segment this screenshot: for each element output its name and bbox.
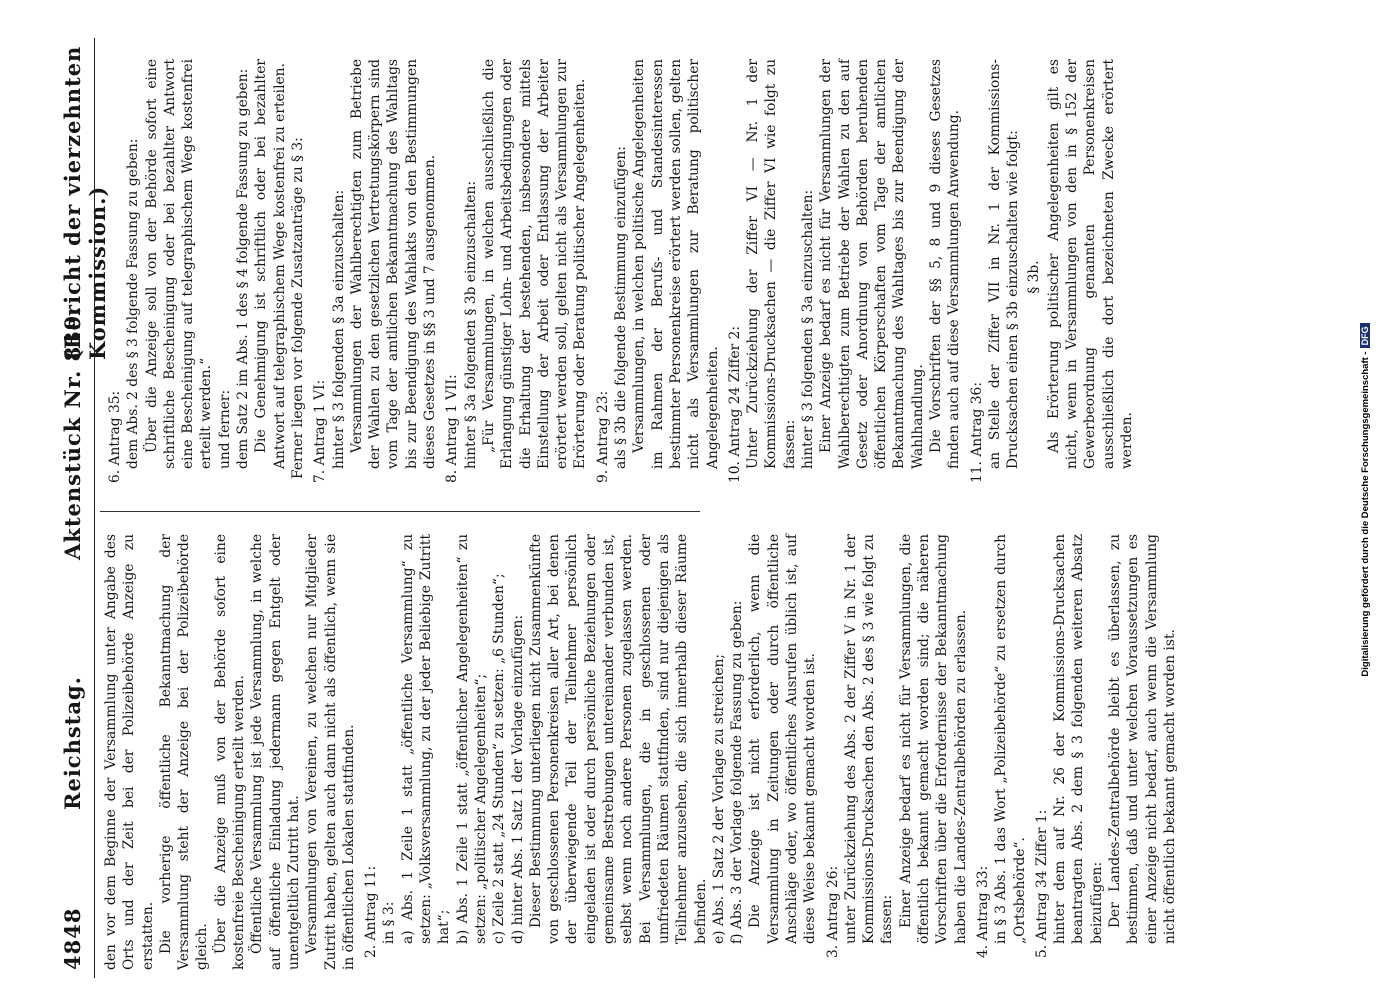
footer-text: Digitalisierung gefördert durch die Deutsche Forschungsgemeinschaft - [1360,351,1371,677]
right-column-paragraph: hinter § 3 folgenden § 3a einzuschalten: [799,189,816,469]
right-column-paragraph: an Stelle der Ziffer VII in Nr. 1 der Kommissions-Drucksachen einen § 3b einzuschalten wie folgt: [986,59,1022,469]
right-column-paragraph: § 3b. [1025,260,1042,294]
left-column-paragraph: in § 3: [381,901,398,944]
left-column-paragraph: Über die Anzeige muß von der Behörde sofort eine kostenfreie Bescheinigung erteilt werden. [212,534,248,970]
left-column-paragraph: Öffentliche Versammlung ist jede Versammlung, in welche auf öffentliche Einladung jedermann gegen Entgelt oder unentgeltlich Zutritt hat. [249,534,302,970]
left-column-paragraph: Der Landes-Zentralbehörde bleibt es überlassen, zu bestimmen, daß und unter welchen Voraussetzungen es einer Anzeige nicht bedarf, auch wenn die Versammlung nicht öffentlich bekannt gemacht worden ist. [1107,534,1178,944]
page-header [56,40,110,980]
column-divider [100,511,700,512]
left-column-paragraph: Versammlungen von Vereinen, zu welchen nur Mitglieder Zutritt haben, gelten auch dann nicht als öffentlich, wenn sie in öffentlichen Lokalen stattfinden. [304,534,357,970]
right-column-paragraph: „Für Versammlungen, in welchen ausschließlich die Erlangung günstiger Lohn- und Arbeitsbedingungen oder die Erhaltung der bestehenden, insbesondere mittels Einstellung der Arbeit oder Entlassung der Arbeiter erörtert werden soll, gelten nicht als Versammlungen zur Erörterung oder Beratung politischer Angelegenheiten. [480,59,589,469]
left-column-paragraph: Einer Anzeige bedarf es nicht für Versammlungen, die öffentlich bekannt gemacht worden sind; die näheren Vorschriften über die Erfordernisse der Bekanntmachung haben die Landes-Zentralbehörden zu erlassen. [897,534,969,944]
right-column-paragraph: dem Abs. 2 des § 3 folgende Fassung zu geben: [125,138,142,469]
right-column-paragraph: 11. Antrag 36: [968,382,985,483]
left-column-paragraph: unter Zurückziehung des Abs. 2 der Ziffer V in Nr. 1 der Kommissions-Drucksachen den Abs. 2 des § 3 wie folgt zu fassen: [842,534,896,944]
right-column-paragraph: 8. Antrag 1 VII: [444,374,461,483]
right-column-paragraph: Unter Zurückziehung der Ziffer VI — Nr. 1 der Kommissions-Drucksachen — die Ziffer VI wie folgt zu fassen: [745,59,798,469]
digitization-footer [1360,0,1371,1000]
header-left-title: Reichstag. [60,676,85,810]
right-column-paragraph: als § 3b die folgende Bestimmung einzufügen: [613,146,630,469]
right-column-paragraph: Versammlungen, in welchen politische Angelegenheiten im Rahmen der Berufs- und Standesinteressen bestimmter Personenkreise erörtert werden sollen, gelten nicht als Versammlungen zur Beratung politischer Angelegenheiten. [631,59,721,469]
left-column-paragraph: 2. Antrag 11: [363,865,380,958]
left-column-paragraph: a) Abs. 1 Zeile 1 statt „öffentliche Versammlung“ zu setzen: „Volksversammlung, zu der jeder Beliebige Zutritt hat“; [399,534,453,944]
left-column-paragraph: Die Anzeige ist nicht erforderlich, wenn die Versammlung in Zeitungen oder durch öffentliche Anschläge oder, wo öffentliches Ausrufen üblich ist, auf diese Weise bekannt gemacht worden ist. [747,534,819,944]
left-column-paragraph: den vor dem Beginne der Versammlung unter Angabe des Orts und der Zeit bei der Polizeibehörde Anzeige zu erstatten. [103,534,156,970]
right-column-paragraph: 9. Antrag 23: [594,390,611,483]
header-right-title: (Bericht der vierzehnten Kommission.) [60,45,110,360]
right-column-paragraph: Ferner liegen vor folgende Zusatzanträge zu § 3: [289,137,306,479]
right-column-paragraph: 6. Antrag 35: [107,390,123,483]
right-column-paragraph: Über die Anzeige soll von der Behörde sofort eine schriftliche Bescheinigung oder bei bezahlter Antwort eine Bescheinigung auf telegraphischem Wege kostenfrei erteilt werden.“ [143,59,215,469]
page-number: 4848 [60,907,85,970]
right-column-paragraph: dem Satz 2 im Abs. 1 des § 4 folgende Fassung zu geben: [235,68,252,469]
right-column-paragraph: hinter § 3 folgenden § 3a einzuschalten: [330,189,347,469]
left-column-paragraph: Die vorherige öffentliche Bekanntmachung der Versammlung steht der Anzeige bei der Polizeibehörde gleich. [157,534,211,970]
header-rule [94,38,95,978]
left-column-paragraph: 5. Antrag 34 Ziffer 1: [1033,809,1050,958]
right-column-paragraph: 10. Antrag 24 Ziffer 2: [726,325,743,483]
right-column-paragraph: Die Vorschriften der §§ 5, 8 und 9 dieses Gesetzes finden auch auf diese Versammlungen Anwendung. [928,59,963,469]
left-column [102,534,1179,970]
left-column-paragraph: d) hinter Abs. 1 Satz 1 der Vorlage einzufügen: [509,614,526,944]
right-column-paragraph: Die Genehmigung ist schriftlich oder bei bezahlter Antwort auf telegraphischem Wege kostenfrei zu erteilen. [253,59,288,469]
left-column-paragraph: f) Abs. 3 der Vorlage folgende Fassung zu geben: [729,600,746,944]
right-column-paragraph: Als Erörterung politischer Angelegenheiten gilt es nicht, wenn in Versammlungen von den in § 152 der Gewerbeordnung genannten Personenkreisen ausschließlich die dort bezeichneten Zwecke erörtert werden. [1045,59,1136,469]
dfg-logo: DFG [1360,323,1370,348]
left-column-paragraph: 3. Antrag 26: [824,865,841,958]
right-column-paragraph: Versammlungen der Wahlberechtigten zum Betriebe der Wahlen zu den gesetzlichen Vertretungskörpern sind vom Tage der amtlichen Bekanntmachung des Wahltags bis zur Beendigung des Wahlakts von den Bestimmungen dieses Gesetzes in §§ 3 und 7 ausgenommen. [348,59,439,469]
left-column-paragraph: in § 3 Abs. 1 das Wort „Polizeibehörde“ zu ersetzen durch „Ortsbehörde“. [993,534,1028,944]
left-column-paragraph: c) Zeile 2 statt „24 Stunden“ zu setzen: „6 Stunden“; [491,573,508,944]
right-column-paragraph: und ferner: [216,389,233,469]
left-column-paragraph: Dieser Bestimmung unterliegen nicht Zusammenkünfte von geschlossenen Personenkreisen aller Art, bei denen der überwiegende Teil der Teilnehmer persönlich eingeladen ist oder durch persönliche Beziehungen oder gemeinsame Bestrebungen untereinander verbunden ist, selbst wenn noch andere Personen zugelassen werden. Bei Versammlungen, die in geschlossenen oder umfriedeten Räumen stattfinden, sind nur diejenigen als Teilnehmer anzusehen, die sich innerhalb dieser Räume befinden. [527,534,709,944]
left-column-paragraph: hinter dem auf Nr. 26 der Kommissions-Drucksachen beantragten Abs. 2 dem § 3 folgenden weiteren Absatz beizufügen: [1052,534,1105,944]
left-column-paragraph: e) Abs. 1 Satz 2 der Vorlage zu streichen; [710,653,727,944]
right-column-paragraph: 7. Antrag 1 VI: [312,379,329,483]
header-center-title: Aktenstück Nr. 819. [60,306,85,560]
left-column-paragraph: 4. Antrag 33: [974,865,991,958]
right-column-paragraph: Einer Anzeige bedarf es nicht für Versammlungen der Wahlberechtigten zum Betriebe der Wahlen zu den auf Gesetz oder Anordnung von Behörden beruhenden öffentlichen Körperschaften vom Tage der amtlichen Bekanntmachung des Wahltages bis zur Beendigung der Wahlhandlung. [818,59,926,469]
right-column-paragraph: hinter § 3a folgenden § 3b einzuschalten: [462,181,479,469]
left-column-paragraph: b) Abs. 1 Zeile 1 statt „öffentlicher Angelegenheiten“ zu setzen: „politischer Angelegenheiten“; [454,534,489,944]
right-column [102,59,1136,495]
